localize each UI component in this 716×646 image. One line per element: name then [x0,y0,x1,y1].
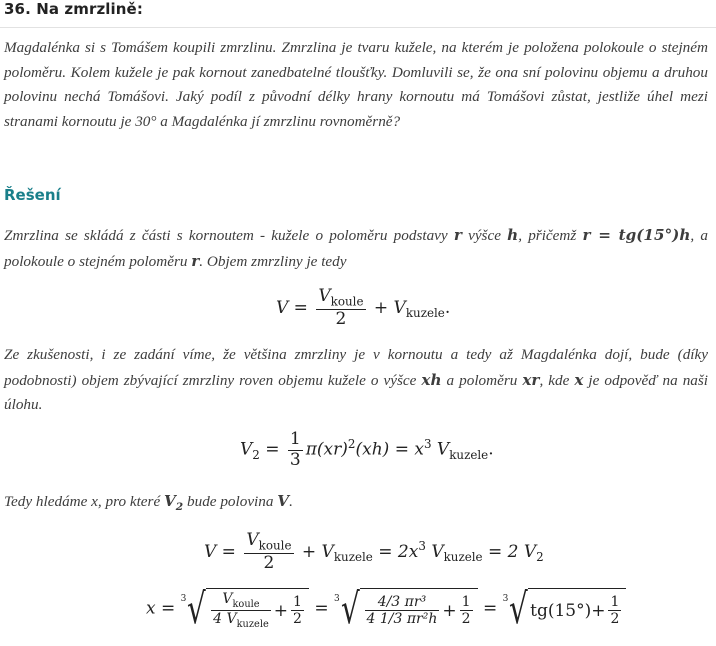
p3-text-a: Tedy hledáme x, pro které [4,493,161,510]
solution-paragraph-3 [4,489,708,520]
eq3-num-sub: koule [258,538,292,553]
eq4-half-3 [608,594,621,627]
eq4-half-den-2: 2 [461,611,471,628]
eq3-fraction [244,531,293,574]
eq4-half-num-3: 1 [610,593,620,610]
eq3-end: = 2 V [488,541,537,562]
eq2-den: 3 [289,449,301,470]
eq4-f2-num: 4/3 πr³ [377,593,427,610]
p1-text-e: . Objem zmrzliny je tedy [199,252,347,270]
eq2-cube: 3 [423,436,432,451]
solution-heading: Řešení [4,186,61,204]
eq4-eq-2: = [482,598,498,619]
eq1-num: V [318,286,331,306]
solution-paragraph-2 [4,343,708,418]
eq4-half-den-3: 2 [610,611,620,628]
eq4-half-num-2: 1 [461,593,471,610]
p2-text-a: Ze zkušenosti, i ze zadání víme, že většina zmrzliny je v kornoutu a tedy až Magdalénka dojí, bude (díky podobnosti) objem zbývající zmrzliny roven objemu kužele o výšce [4,346,708,389]
eq3-mid-sub: kuzele [333,550,373,565]
p3-math-v: V [277,492,290,510]
eq3-mid2: = 2x [378,541,419,562]
eq2-fraction [288,430,303,470]
eq4-lhs: x = [146,598,176,619]
equation-volume [276,287,450,330]
eq3-v: V [431,541,444,562]
p2-math-x: x [574,370,584,389]
eq1-den: 2 [335,309,347,330]
p1-math-formula: r = tg(15°)h [582,226,691,244]
eq3-cube: 3 [418,539,426,554]
eq1-rest-sub: kuzele [405,306,445,321]
eq2-rest2: (xh) = x [355,439,424,460]
eq4-eq-1: = [314,598,329,619]
p3-math-v2-sub: 2 [175,500,184,514]
eq2-end: . [488,439,494,460]
eq1-num-sub: koule [330,294,364,309]
eq4-f1-den: 4 V [213,611,237,628]
p3-text-c: . [289,493,293,510]
eq4-plus-1: + [273,600,289,621]
p1-text-b: výšce [468,227,501,244]
p1-text-c: , přičemž [518,227,577,244]
eq3-mid: + V [301,541,334,562]
p3-math-v2: V [164,492,176,510]
radical-sign-1: √ [187,584,207,633]
eq4-f2-den: 4 1/3 πr²h [366,611,438,628]
eq4-root-index-2: 3 [334,594,340,605]
eq2-v: V [436,439,450,460]
eq2-sq: 2 [347,436,356,451]
eq4-root-3 [502,584,627,634]
p3-text-b: bude polovina [187,493,274,510]
eq4-root-2 [334,584,478,634]
eq3-den: 2 [263,553,275,574]
problem-title: 36. Na zmrzlině: [4,0,143,18]
equation-root [146,584,626,634]
eq4-f1-num-sub: koule [232,598,260,610]
eq4-f1-num: V [222,591,233,607]
problem-text [4,36,708,134]
p1-text-a: Zmrzlina se skládá z části s kornoutem - kužele o poloměru podstavy [4,227,448,244]
eq4-tg: tg(15°)+ [530,600,606,621]
p1-text-d: , a polokoule o stejném poloměru [4,227,708,270]
eq4-f1-den-sub: kuzele [236,618,269,630]
eq2-rest: π(xr) [305,439,348,460]
eq1-rest: + V [373,297,406,318]
equation-v2 [240,430,494,470]
eq3-end-sub: 2 [536,550,544,565]
eq4-half-den-1: 2 [293,611,302,628]
radical-sign-3: √ [509,584,529,634]
p1-math-r2: r [191,251,200,270]
p2-text-c: , kde [539,371,570,389]
eq1-end: . [444,297,451,318]
p2-text-d: je odpověď na naši úlohu. [4,371,709,413]
eq4-root-index-1: 3 [180,594,187,604]
p1-math-h: h [507,226,519,244]
eq1-lhs: V = [276,297,308,318]
equation-half [204,531,544,574]
p2-math-xr: xr [522,370,540,389]
eq2-lhs-sub: 2 [252,447,260,462]
eq4-half-2 [460,594,473,627]
p2-text-b: a poloměru [446,371,518,389]
eq4-root-1 [180,584,309,633]
p1-math-r: r [453,226,462,244]
solution-paragraph-1 [4,223,708,274]
eq4-half-num-1: 1 [293,593,302,610]
eq3-v-sub: kuzele [443,550,483,565]
radical-sign-2: √ [340,584,360,634]
eq2-eq: = [265,439,280,460]
eq2-v-sub: kuzele [449,447,489,462]
eq4-root-index-3: 3 [502,594,509,605]
eq4-plus-2: + [442,600,457,621]
eq3-num: V [246,530,259,550]
eq4-half-1 [291,594,304,627]
eq4-fraction-1 [211,591,271,630]
eq1-fraction [316,287,365,330]
eq3-lhs: V = [204,541,236,562]
eq2-num: 1 [289,429,301,449]
p2-math-xh: xh [421,370,442,389]
divider [0,27,716,28]
eq2-lhs: V [240,439,253,460]
eq4-fraction-2 [365,594,440,627]
problem-text-body: Magdalénka si s Tomášem koupili zmrzlinu. Zmrzlina je tvaru kužele, na kterém je položena polokoule o stejném poloměru. Kolem kužele je pak kornout zanedbatelné tloušťky. Domluvili se, že ona sní polovinu objemu a druhou polovinu nechá Tomášovi. Jaký podíl z původní délky hrany kornoutu má Tomášovi zůstat, jestliže úhel mezi stranami kornoutu je 30° a Magdalénka jí zmrzlinu rovnoměrně? [4,39,708,130]
